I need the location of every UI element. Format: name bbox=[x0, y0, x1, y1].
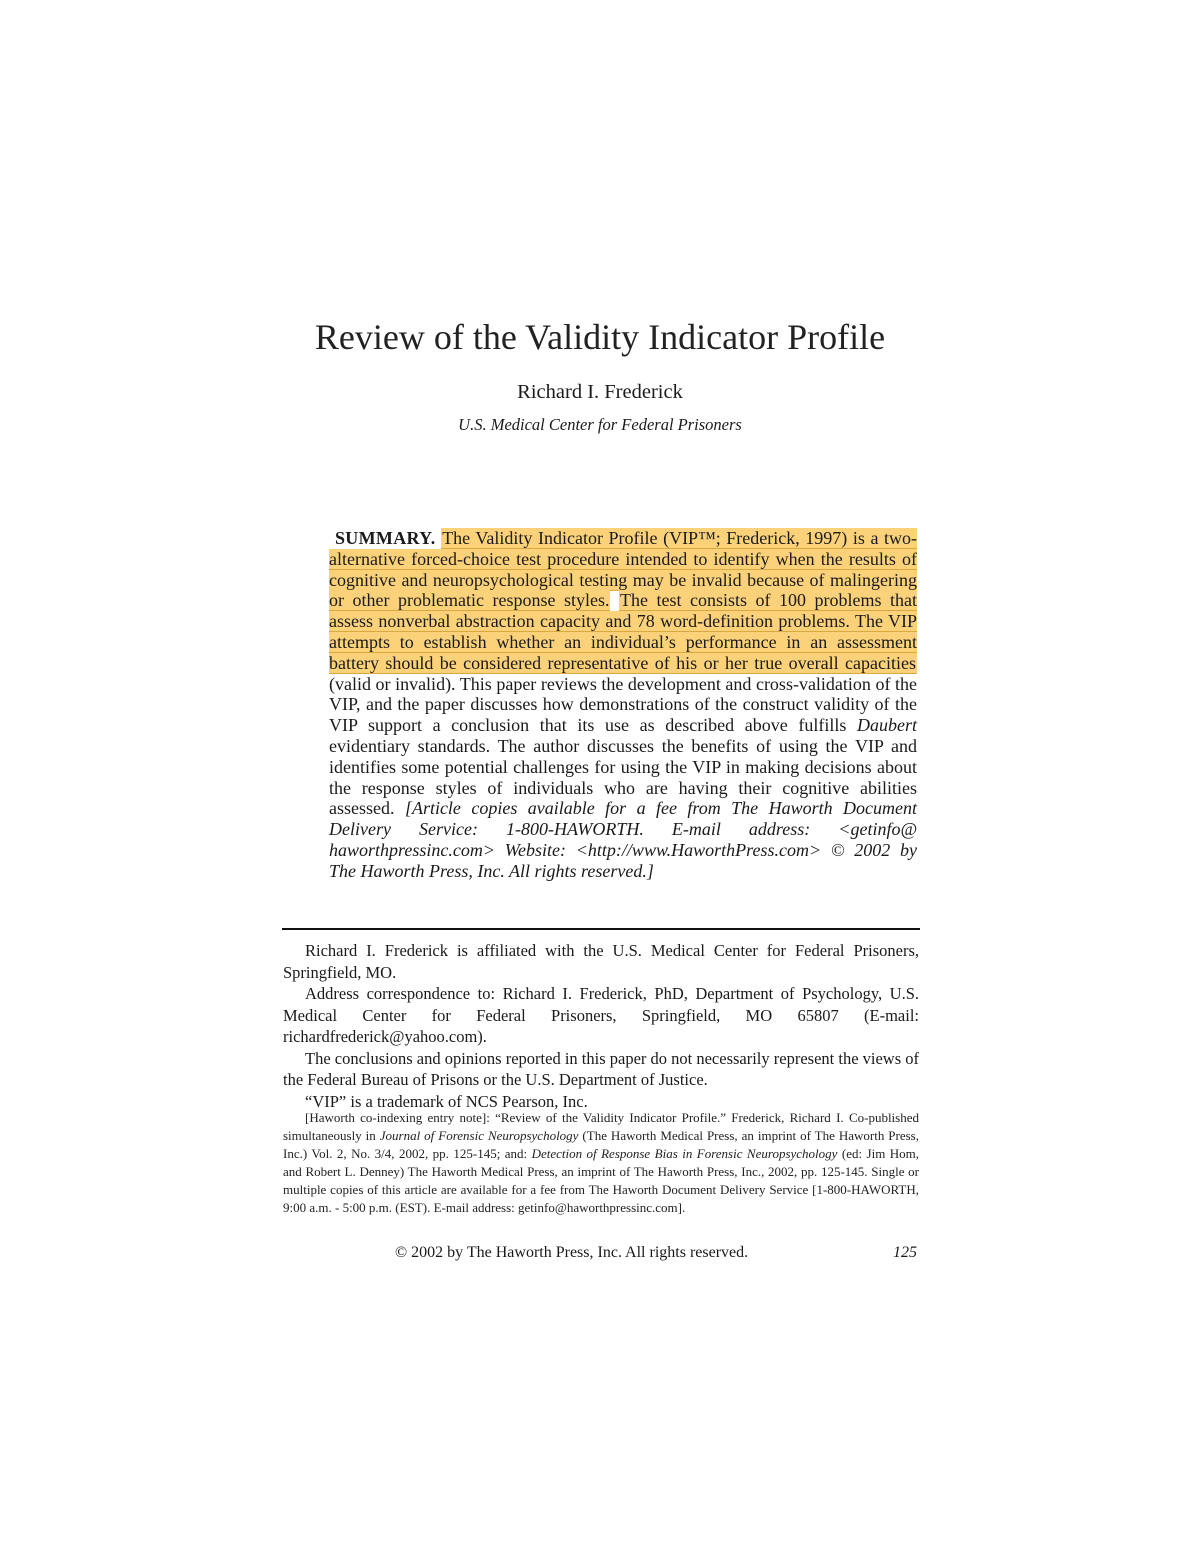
coindex-part-1: [Haworth co-indexing entry note]: “Review of the Validity Indicator Profile.” Frederick, Richard I. Co-published simultaneously in bbox=[283, 1110, 919, 1143]
coindex-part-2: (The Haworth Medical Press, an imprint of The Haworth Press, Inc.) Vol. 2, No. 3/4, 2002, pp. 125-145; and: bbox=[283, 1128, 919, 1161]
coindexing-note bbox=[283, 1109, 919, 1217]
footnotes bbox=[283, 940, 919, 1112]
copyright-line: © 2002 by The Haworth Press, Inc. All rights reserved. bbox=[395, 1244, 749, 1261]
page-number: 125 bbox=[893, 1244, 917, 1261]
daubert-term: Daubert bbox=[857, 715, 918, 736]
author-affiliation: U.S. Medical Center for Federal Prisoners bbox=[458, 415, 742, 434]
summary-text-1: (valid or invalid). This paper reviews the development and cross-validation of the VIP, and the paper discusses how demonstrations of the construct validity of the VIP support a conclusion that its use as described above fulfills bbox=[329, 673, 917, 736]
summary-lead: SUMMARY. bbox=[335, 528, 436, 548]
summary-paragraph bbox=[329, 528, 917, 882]
footnote-trademark: “VIP” is a trademark of NCS Pearson, Inc. bbox=[305, 1091, 588, 1111]
footnote-divider bbox=[282, 928, 920, 930]
coindex-part-3: (ed: Jim Hom, and Robert L. Denney) The Haworth Medical Press, an imprint of The Haworth Press, Inc., 2002, pp. 125-145. Single or multiple copies of this article are available for a fee from The Haworth Document Delivery Service [1-800-HAWORTH, 9:00 a.m. - 5:00 p.m. (EST). E-mail address: getinfo@haworthpressinc.com]. bbox=[283, 1146, 920, 1215]
footnote-correspondence: Address correspondence to: Richard I. Frederick, PhD, Department of Psychology, U.S. Medical Center for Federal Prisoners, Springfield, MO 65807 (E-mail: richardfrederick@yahoo.com). bbox=[283, 984, 919, 1046]
footnote-affiliation: Richard I. Frederick is affiliated with the U.S. Medical Center for Federal Prisoners, Springfield, MO. bbox=[283, 941, 919, 982]
highlight-2[interactable]: The test consists of 100 problems that assess nonverbal abstraction capacity and 78 word-definition problems. The VIP attempts to establish whether an individual’s performance in an assessment battery should be considered representative of his or her true overall capacities bbox=[329, 590, 917, 673]
footnote-disclaimer: The conclusions and opinions reported in this paper do not necessarily represent the views of the Federal Bureau of Prisons or the U.S. Department of Justice. bbox=[283, 1048, 920, 1089]
summary-text-2: evidentiary standards. The author discusses the benefits of using the VIP and identifies some potential challenges for using the VIP in making decisions about the response styles of individuals who are having their cognitive abilities assessed. bbox=[329, 735, 917, 819]
coindex-book: Detection of Response Bias in Forensic Neuropsychology bbox=[531, 1146, 838, 1161]
coindex-journal: Journal of Forensic Neuropsychology bbox=[379, 1128, 579, 1143]
author-name: Richard I. Frederick bbox=[517, 381, 683, 403]
highlight-1[interactable]: The Validity Indicator Profile (VIP™; Frederick, 1997) is a two-alternative forced-choice test procedure intended to identify when the results of cognitive and neuropsychological testing may be invalid because of malingering or other problematic response styles. bbox=[329, 528, 917, 611]
availability-note: [Article copies available for a fee from The Haworth Document Delivery Service: 1-800-HAWORTH. E-mail address: <getinfo@ haworthpressinc.com> Website: <http://www.HaworthPress.com> © 2002 by The Haworth Press, Inc. All rights reserved.] bbox=[329, 798, 918, 881]
article-title: Review of the Validity Indicator Profile bbox=[314, 317, 886, 357]
